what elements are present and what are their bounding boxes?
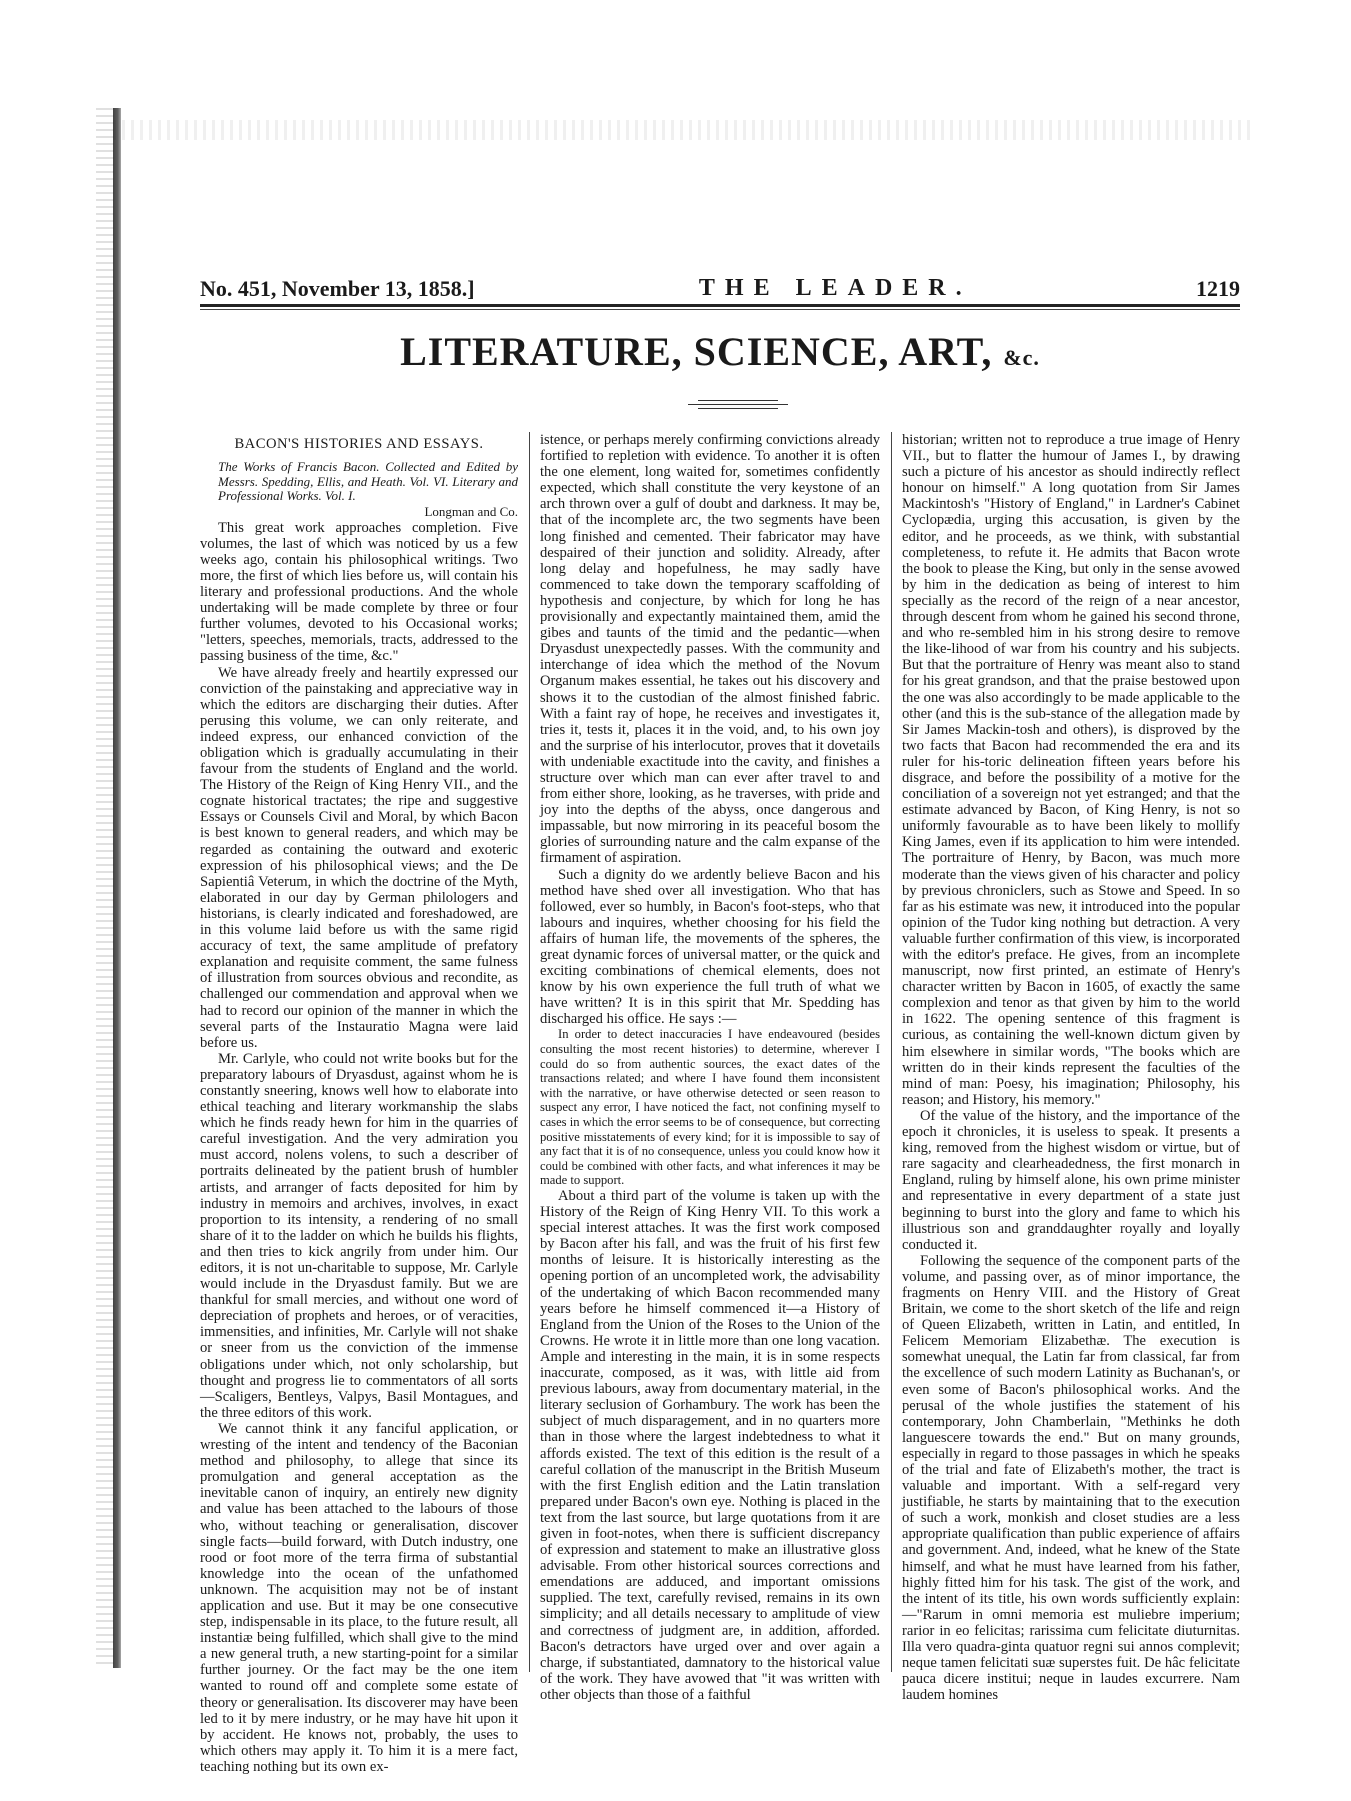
column-divider: [891, 432, 892, 1672]
page-number: 1219: [1195, 276, 1240, 301]
header-rule-thin: [200, 309, 1240, 310]
paragraph: About a third part of the volume is taken up with the History of the Reign of King Henry VII. To this work a special interest attaches. It was the first work composed by Bacon after his fall, and was the fruit of his first few months of leisure. It is historically interesting as the opening portion of an uncompleted work, the advisability of the undertaking of which Bacon recommended many years before he himself commenced it—a History of England from the Union of the Roses to the Union of the Crowns. He wrote it in little more than one long vacation. Ample and interesting in the main, it is in some respects inaccurate, composed, as it was, with little aid from previous labours, away from documentary material, in the literary seclusion of Gorhambury. The work has been the subject of much disparagement, and in no quarters more than in those where the largest indebtedness to what it affords existed. The text of this edition is the result of a careful collation of the manuscript in the British Museum with the first English edition and the Latin translation prepared under Bacon's own eye. Nothing is placed in the text from the last source, but large quotations from it are given in foot-notes, when there is sufficient discrepancy of expression and statement to make an illustrative gloss advisable. From other historical sources corrections and emendations are adduced, and important omissions supplied. The text, carefully revised, remains in its own simplicity; and all details necessary to amplitude of view and correctness of judgment are, in addition, afforded. Bacon's detractors have urged over and over again a charge, if substantiated, damnatory to the historical value of the work. They have avowed that "it was written with other objects than those of a faithful: [540, 1188, 880, 1703]
article-subtitle: [200, 460, 518, 504]
issue-date: No. 451, November 13, 1858.]: [200, 276, 475, 301]
ornament-rule: [698, 400, 778, 401]
ornament-rule: [698, 408, 778, 409]
block-quote: In order to detect inaccuracies I have endeavoured (besides consulting the most recent histories) to determine, wherever I could do so from authentic sources, the exact dates of the transactions related; and where I have found them inconsistent with the narrative, or have otherwise detected or seen reason to suspect any error, I have noticed the fact, not confining myself to cases in which the error seems to be of consequence, but correcting positive misstatements of every kind; for it is impossible to say of any fact that it is of no consequence, unless you could know how it could be combined with other facts, and what inferences it may be made to support.: [540, 1027, 880, 1188]
article-subtitle-text: The Works of Francis Bacon. Collected and Edited by Messrs. Spedding, Ellis, and Heath. Vol. VI. Literary and Professional Works. Vol. I.: [218, 459, 518, 504]
paragraph: Mr. Carlyle, who could not write books but for the preparatory labours of Dryasdust, against whom he is constantly sneering, knows well how to elaborate into ethical teaching and literary workmanship the slabs which he finds ready hewn for him in the quarries of careful investigation. And the very admiration you must accord, nolens volens, to such a describer of portraits delineated by the patient brush of humbler artists, and arranger of facts deposited for him by industry in memoirs and archives, involves, in exact proportion to its intensity, a rendering of no small share of it to the ladder on which he builds his flights, and then tries to kick angrily from under him. Our editors, it is not un-charitable to suppose, Mr. Carlyle would include in the Dryasdust family. But we are thankful for small mercies, and without one word of depreciation of prophets and heroes, or of veracities, immensities, and infinities, Mr. Carlyle will not shake or sneer from us the conviction of the immense obligations under which, not only scholarship, but thought and progress lie to commentators of all sorts—Scaligers, Bentleys, Valpys, Basil Montagues, and the three editors of this work.: [200, 1050, 518, 1421]
masthead: [200, 268, 1240, 302]
newspaper-title: THE LEADER.: [698, 275, 972, 301]
paragraph: historian; written not to reproduce a true image of Henry VII., but to flatter the humour of James I., by drawing such a picture of his ancestor as should indirectly reflect honour on himself." A long quotation from Sir James Mackintosh's "History of England," in Lardner's Cabinet Cyclopædia, urging this accusation, is given by the editor, and he proceeds, as we think, with substantial completeness, to refute it. He admits that Bacon wrote the book to please the King, but only in the sense avowed by him in the dedication as being of interest to him specially as the record of the reign of a near ancestor, through descent from whom he gained his second throne, and who re-sembled him in his strong desire to remove the like-lihood of war from his country and his subjects. But that the portraiture of Henry was meant also to stand for his great grandson, and that the praise bestowed upon the one was also accordingly to be made applicable to the other (and this is the sub-stance of the allegation made by Sir James Mackin-tosh and others), is disproved by the two facts that Bacon had recommended the era and its ruler for his-toric delineation fifteen years before his disgrace, and before the possibility of a motive for the conciliation of a sovereign not yet estranged; and that the estimate advanced by Bacon, of King Henry, is not so uniformly favourable as to have been likely to mollify King James, even if its application to him were intended. The portraiture of Henry, by Bacon, was much more moderate than the views given of his character and policy by previous chroniclers, such as Stowe and Speed. In so far as his estimate was new, it introduced into the popular opinion of the Tudor king nothing but detraction. A very valuable further confirmation of this view, is incorporated with the editor's preface. He gives, from an incomplete manuscript, now first printed, an estimate of Henry's character written by Bacon in 1605, of exactly the same complexion and tenor as that given by him to the world in 1622. The opening sentence of this fragment is curious, as containing the well-known dictum given by him elsewhere in similar words, "The books which are written do in their kinds represent the faculties of the mind of man: Poesy, his imagination; Philosophy, his reason; and History, his memory.": [902, 432, 1240, 1108]
paragraph: Of the value of the history, and the importance of the epoch it chronicles, it is useless to speak. It presents a king, removed from the highest wisdom or virtue, but of rare sagacity and clearheadedness, the first monarch in England, ruling by himself alone, his own prime minister and representative in every department of a state just beginning to burst into the glory and fame to which his illustrious son and granddaughter royally and loyally conducted it.: [902, 1107, 1240, 1253]
section-title-etc: &c.: [1003, 345, 1040, 370]
paragraph: This great work approaches completion. Five volumes, the last of which was noticed by us a few weeks ago, contain his philosophical writings. Two more, the first of which lies before us, will contain his literary and professional productions. And the whole undertaking will be made complete by three or four further volumes, devoted to his Occasional works; "letters, speeches, memorials, tracts, addressed to the passing business of the time, &c.": [200, 519, 518, 665]
page-edge-texture: [96, 108, 114, 1668]
article-publisher: Longman and Co.: [424, 503, 518, 519]
column-1: [200, 432, 518, 1775]
ornament-rule: [688, 404, 788, 405]
binding-spine: [113, 108, 121, 1668]
column-3: [902, 432, 1240, 1704]
paragraph: We have already freely and heartily expressed our conviction of the painstaking and appreciative way in which the editors are discharging their duties. After perusing this volume, we can only reiterate, and indeed express, our enhanced conviction of the obligation which is gradually accumulating in their favour from the students of England and the world. The History of the Reign of King Henry VII., and the cognate historical tractates; the ripe and suggestive Essays or Counsels Civil and Moral, by which Bacon is best known to general readers, and which may be regarded as containing the outward and exoteric expression of his philosophical views; and the De Sapientiâ Veterum, in which the doctrine of the Myth, elaborated in our day by German philologers and historians, is clearly indicated and foreshadowed, are in this volume laid before us with the same rigid accuracy of text, the same amplitude of prefatory explanation and requisite comment, the same fulness of illustration from sources obvious and recondite, as challenged our commendation and approval when we had to record our opinion of the manner in which the several parts of the Instauratio Magna were laid before us.: [200, 664, 518, 1051]
column-2: [540, 432, 880, 1703]
paragraph: Such a dignity do we ardently believe Bacon and his method have shed over all investigation. Who that has followed, ever so humbly, in Bacon's foot-steps, who that labours and inquires, whether choosing for his field the affairs of human life, the movements of the spheres, the great dynamic forces of universal matter, or the quick and exciting combinations of chemical elements, does not know by his own experience the full truth of what we have written? It is in this spirit that Mr. Spedding has discharged his office. He says :—: [540, 866, 880, 1028]
paragraph: We cannot think it any fanciful application, or wresting of the intent and tendency of the Baconian method and philosophy, to allege that since its promulgation and general acceptation as the inevitable canon of inquiry, an entirely new dignity and value has been attached to the labours of those who, without teaching or generalisation, discover single facts—build forward, with Dutch industry, one rood or foot more of the terra firma of substantial knowledge into the ocean of the unfathomed unknown. The acquisition may not be of instant application and use. But it may be one consecutive step, indispensable in its place, to the future result, all instantiæ being fulfilled, which shall give to the mind a new general truth, a new starting-point for a similar further journey. Or the fact may be the one item wanted to round off and complete some estate of theory or generalisation. Its discoverer may have been led to it by mere industry, or he may have hit upon it by accident. He knows not, probably, the uses to which others may apply it. To him it is a mere fact, teaching nothing but its own ex-: [200, 1420, 518, 1775]
paragraph: Following the sequence of the component parts of the volume, and passing over, as of minor importance, the fragments on Henry VIII. and the History of Great Britain, we come to the short sketch of the life and reign of Queen Elizabeth, written in Latin, and entitled, In Felicem Memoriam Elizabethæ. The execution is somewhat unequal, the Latin far from classical, far from the excellence of such modern Latinity as Buchanan's, or even some of Bacon's philosophical works. And the perusal of the whole justifies the statement of his contemporary, John Chamberlain, "Methinks he doth languescere towards the end." But on many grounds, especially in regard to those passages in which he speaks of the trial and fate of Elizabeth's mother, the tract is valuable and important. With a self-regard very justifiable, he starts by maintaining that to the execution of such a work, monkish and closet studies are a less appropriate qualification than public experience of affairs and government. And, indeed, what he knew of the State himself, and what he must have learned from his father, highly fitted him for his task. The gist of the work, and the intent of its title, his own words sufficiently explain:—"Rarum in omni memoria est muliebre imperium; rarior in eo felicitas; rarissima cum felicitate diuturnitas. Illa vero quadra-ginta quatuor regni sui annos complevit; neque tamen felicitati suæ superstes fuit. De hâc felicitate pauca dicere institui; neque in laudes excurrere. Nam laudem homines: [902, 1252, 1240, 1704]
section-title-text: LITERATURE, SCIENCE, ART,: [400, 329, 993, 374]
section-heading: [200, 328, 1240, 375]
header-rule-thick: [200, 304, 1240, 307]
scan-shadow: [113, 120, 1253, 140]
article-title: BACON'S HISTORIES AND ESSAYS.: [234, 436, 484, 452]
paragraph: istence, or perhaps merely confirming convictions already fortified to repletion with evidence. To another it is often the one element, long waited for, sometimes confidently expected, which shall constitute the very keystone of an arch thrown over a gulf of doubt and darkness. It may be, that of the incomplete arc, the two segments have been long finished and cemented. Their fabricator may have despaired of their junction and solidity. Already, after long delay and hopefulness, he may sadly have commenced to take down the temporary scaffolding of hypothesis and conjecture, by which for long he has provisionally and expectantly maintained them, amid the gibes and taunts of the timid and the pedantic—when Dryasdust unexpectedly passes. With the community and interchange of idea which the method of the Novum Organum makes essential, he takes out his discovery and shows it to the custodian of the almost finished fabric. With a faint ray of hope, he receives and investigates it, tries it, tests it, places it in the void, and, to his own joy and the surprise of his interlocutor, proves that it dovetails with undeniable exactitude into the cavity, and finishes a structure over which man can ever after travel to and from either shore, looking, as he traverses, with pride and joy into the depths of the abyss, once dangerous and impassable, but now mirroring in its peaceful bosom the glories of surrounding nature and the calm expanse of the firmament of aspiration.: [540, 432, 880, 867]
column-divider: [529, 432, 530, 1672]
